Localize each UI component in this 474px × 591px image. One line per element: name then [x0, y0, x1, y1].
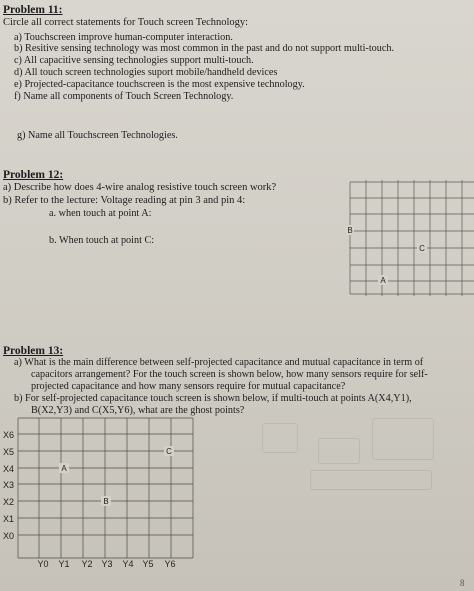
y-label-y6: Y6: [164, 559, 176, 569]
x-label-x1: X1: [3, 514, 15, 524]
problem-13-question-b-line2: B(X2,Y3) and C(X5,Y6), what are the ghost points?: [31, 405, 245, 416]
x-label-x2: X2: [3, 497, 15, 507]
problem-11-item-a: a) Touchscreen improve human-computer interaction.: [14, 32, 233, 43]
x-label-x0: X0: [3, 531, 15, 541]
problem-12-question-a: a) Describe how does 4-wire analog resistive touch screen work?: [3, 182, 277, 193]
point-a-label: A: [380, 276, 386, 285]
y-label-y5: Y5: [142, 559, 154, 569]
show-through-shape: [318, 438, 360, 464]
touch-point-a-label: A: [61, 464, 67, 473]
problem-11-item-g: g) Name all Touchscreen Technologies.: [17, 130, 178, 141]
problem-12-sub-a: a. when touch at point A:: [49, 208, 152, 219]
problem-11-title: Problem 11:: [3, 4, 63, 16]
problem-12-question-b: b) Refer to the lecture: Voltage reading at pin 3 and pin 4:: [3, 195, 246, 206]
problem-13-question-a-line3: projected capacitance and how many sensors require for mutual capacitance?: [31, 381, 346, 392]
page-number: 8: [460, 578, 465, 588]
point-a-marker: [378, 275, 388, 285]
x-label-x6: X6: [3, 430, 15, 440]
show-through-shape: [310, 470, 432, 490]
point-c-marker: [417, 243, 427, 253]
resistive-touch-grid: [340, 174, 474, 298]
point-b-marker: [346, 225, 354, 235]
problem-11-item-e: e) Projected-capacitance touchscreen is the most expensive technology.: [14, 79, 305, 90]
problem-11-item-c: c) All capacitive sensing technologies support multi-touch.: [14, 55, 254, 66]
touch-point-c-label: C: [166, 447, 172, 456]
problem-13-question-a-line1: a) What is the main difference between self-projected capacitance and mutual capacitance in term of: [14, 357, 424, 368]
problem-13-question-b-line1: b) For self-projected capacitance touch screen is shown below, if multi-touch at points A(X4,Y1),: [14, 393, 412, 404]
touch-point-c: [164, 446, 174, 456]
y-label-y3: Y3: [101, 559, 113, 569]
touch-point-b: [101, 496, 111, 506]
x-label-x4: X4: [3, 464, 15, 474]
y-label-y4: Y4: [122, 559, 134, 569]
problem-13-question-a-line2: capacitors arrangement? For the touch screen is shown below, how many sensors require for self-: [31, 369, 428, 380]
x-label-x3: X3: [3, 480, 15, 490]
touch-point-b-label: B: [103, 497, 109, 506]
x-label-x5: X5: [3, 447, 15, 457]
show-through-shape: [372, 418, 434, 460]
problem-12-sub-b: b. When touch at point C:: [49, 235, 155, 246]
problem-11-item-b: b) Resitive sensing technology was most common in the past and do not support multi-touch.: [14, 43, 395, 54]
point-b-label: B: [347, 226, 353, 235]
problem-13-title: Problem 13:: [3, 345, 64, 357]
problem-11-item-d: d) All touch screen technologies suport mobile/handheld devices: [14, 67, 278, 78]
show-through-shape: [262, 423, 298, 453]
problem-11-intro: Circle all correct statements for Touch screen Technology:: [3, 17, 249, 28]
capacitive-sensor-grid: [0, 416, 230, 576]
problem-11-item-f: f) Name all components of Touch Screen Technology.: [14, 91, 234, 102]
problem-12-title: Problem 12:: [3, 169, 64, 181]
touch-point-a: [59, 463, 69, 473]
y-label-y1: Y1: [58, 559, 70, 569]
y-label-y2: Y2: [81, 559, 93, 569]
y-label-y0: Y0: [37, 559, 49, 569]
point-c-label: C: [419, 244, 425, 253]
